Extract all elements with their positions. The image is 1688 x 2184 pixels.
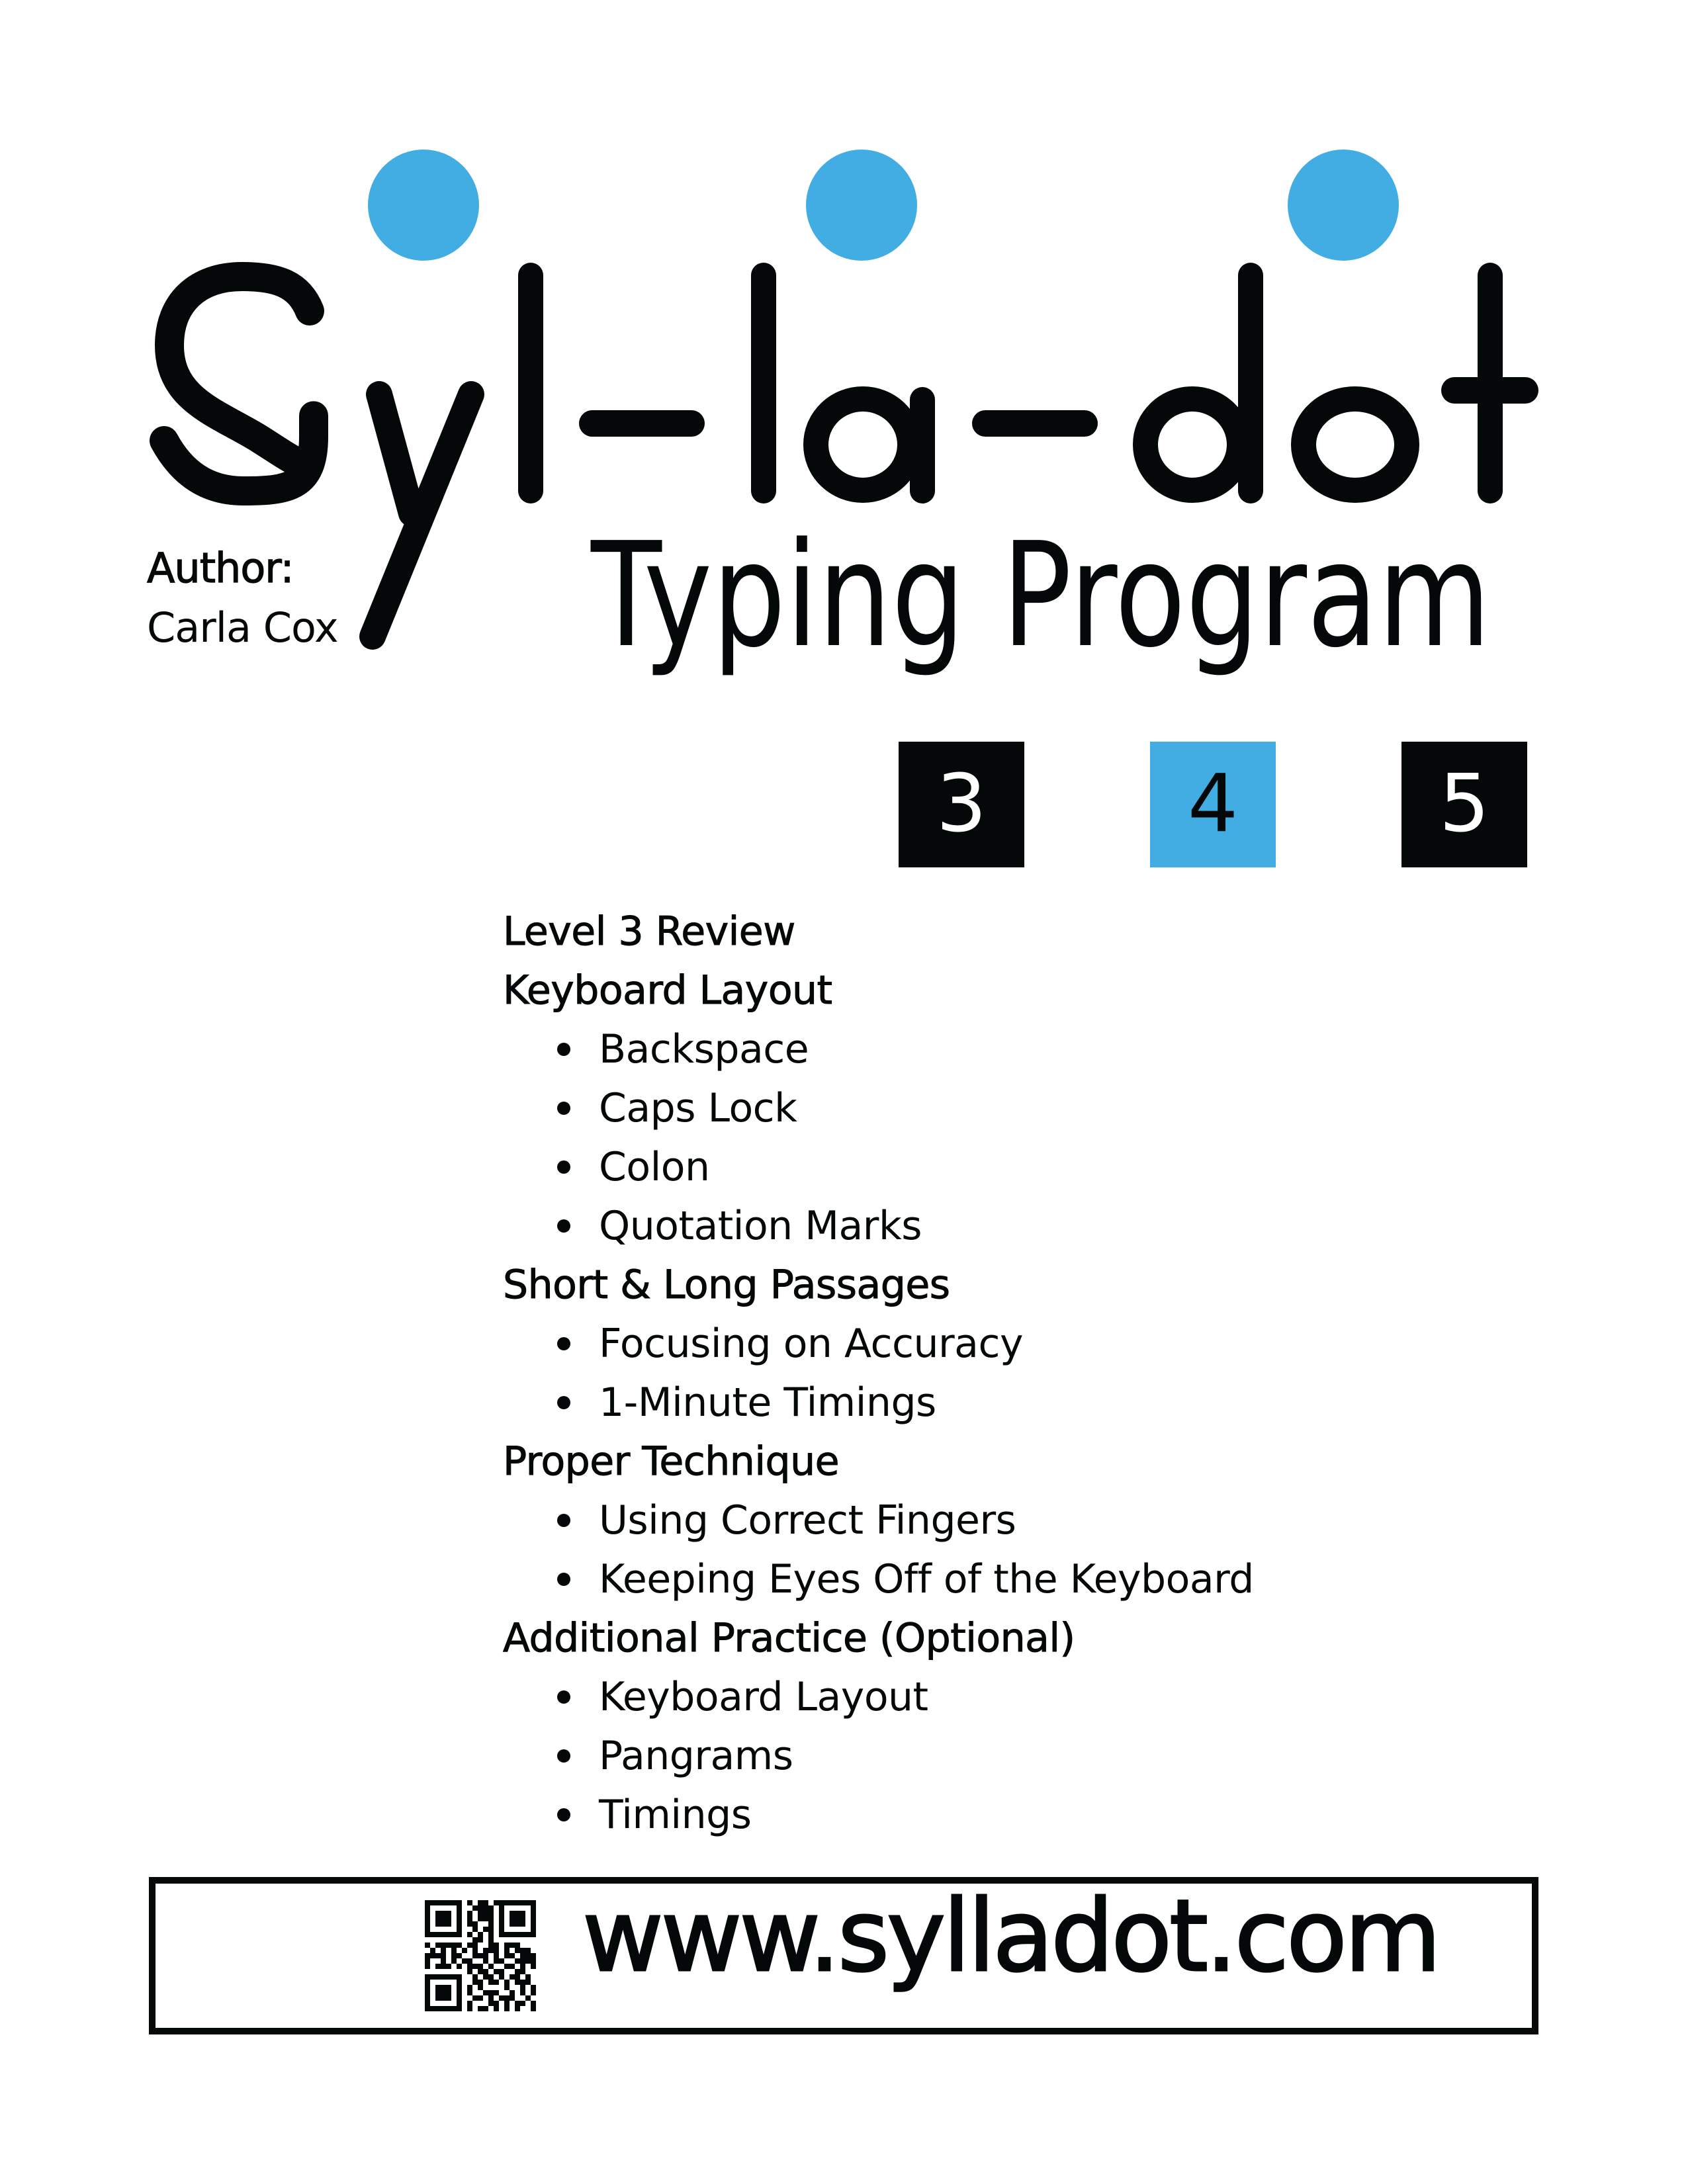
bullet-icon [557, 1690, 570, 1704]
level-label: 4 [1187, 758, 1239, 850]
bullet-icon [557, 1160, 570, 1174]
section-heading: Proper Technique [503, 1438, 840, 1485]
list-item-label: Keyboard Layout [599, 1674, 928, 1720]
list-item [503, 1550, 1254, 1609]
list-item [503, 1668, 1254, 1727]
list-item-label: Keeping Eyes Off of the Keyboard [599, 1556, 1254, 1602]
list-item [503, 1138, 1254, 1197]
list-item-label: Colon [599, 1144, 710, 1190]
website-link[interactable]: www.sylladot.com [582, 1879, 1439, 1994]
list-item-label: Pangrams [599, 1733, 793, 1779]
list-item-label: Quotation Marks [599, 1203, 922, 1249]
letter-S-shape [164, 277, 314, 491]
level-label: 3 [936, 758, 987, 850]
bullet-icon [557, 1337, 570, 1350]
title-letter-o [1304, 399, 1407, 490]
list-item [503, 1315, 1254, 1374]
list-item [503, 1491, 1254, 1550]
list-item-label: Caps Lock [599, 1085, 797, 1131]
list-item [503, 1786, 1254, 1845]
list-item-label: Focusing on Accuracy [599, 1321, 1023, 1367]
bullet-icon [557, 1514, 570, 1527]
bullet-icon [557, 1749, 570, 1763]
bullet-icon [557, 1396, 570, 1409]
list-item [503, 1079, 1254, 1138]
accent-dot-2 [806, 150, 917, 261]
list-item [503, 1374, 1254, 1432]
title-letter-a-bowl [816, 399, 910, 490]
bullet-icon [557, 1102, 570, 1115]
accent-dot-1 [368, 150, 479, 261]
contents-list [503, 902, 1254, 1845]
level-box-4-active [1150, 742, 1276, 867]
list-item [503, 1727, 1254, 1786]
list-item-label: Timings [599, 1792, 752, 1838]
level-box-5 [1401, 742, 1527, 867]
level-label: 5 [1439, 758, 1490, 850]
list-item [503, 1020, 1254, 1079]
section-heading: Level 3 Review [503, 908, 795, 955]
list-item-label: Backspace [599, 1026, 809, 1072]
list-item [503, 1197, 1254, 1256]
subtitle: Typing Program [590, 512, 1491, 679]
section-heading: Additional Practice (Optional) [503, 1615, 1075, 1661]
bullet-icon [557, 1573, 570, 1586]
title-letter-y [373, 394, 471, 636]
level-box-3 [899, 742, 1024, 867]
accent-dot-3 [1288, 150, 1399, 261]
author-name: Carla Cox [147, 603, 338, 652]
list-item-label: 1-Minute Timings [599, 1379, 936, 1426]
author-label: Author: [147, 544, 294, 592]
bullet-icon [557, 1043, 570, 1056]
title-letter-d-bowl [1145, 399, 1239, 490]
list-item-label: Using Correct Fingers [599, 1497, 1016, 1544]
section-heading: Keyboard Layout [503, 967, 832, 1014]
bullet-icon [557, 1219, 570, 1233]
qr-code-icon[interactable] [425, 1900, 536, 2011]
section-heading: Short & Long Passages [503, 1262, 950, 1308]
bullet-icon [557, 1808, 570, 1821]
title-dots [368, 150, 1399, 261]
